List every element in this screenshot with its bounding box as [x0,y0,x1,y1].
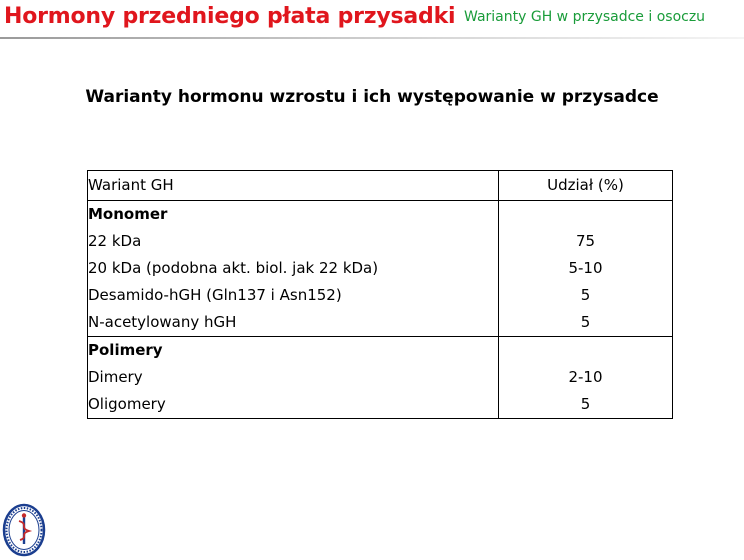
table-row [88,228,673,255]
share-value: 2-10 [499,364,673,391]
column-header-share: Udział (%) [499,171,673,201]
share-value: 5 [499,309,673,337]
table-row [88,255,673,282]
share-value: 5 [499,391,673,419]
share-value: 5 [499,282,673,309]
variant-label: 20 kDa (podobna akt. biol. jak 22 kDa) [88,255,499,282]
slide-title: Hormony przedniego płata przysadki [4,4,456,29]
table-row [88,282,673,309]
variant-label: N-acetylowany hGH [88,309,499,337]
slide-heading: Warianty hormonu wzrostu i ich występowanie w przysadce [85,87,659,107]
group-value [499,201,673,229]
group-row [88,201,673,229]
table-row [88,364,673,391]
group-label: Polimery [88,337,499,365]
group-label: Monomer [88,201,499,229]
share-value: 75 [499,228,673,255]
header-divider [0,37,744,39]
share-value: 5-10 [499,255,673,282]
variant-label: Oligomery [88,391,499,419]
group-value [499,337,673,365]
gh-variants-table [87,170,673,419]
column-header-variant: Wariant GH [88,171,499,201]
variant-label: Desamido-hGH (Gln137 i Asn152) [88,282,499,309]
table-row [88,309,673,337]
university-seal-logo [2,503,46,557]
variant-label: Dimery [88,364,499,391]
group-row [88,337,673,365]
table-header-row [88,171,673,201]
slide-header [0,0,744,40]
slide-subtitle: Warianty GH w przysadce i osoczu [464,9,706,25]
variant-label: 22 kDa [88,228,499,255]
table-row [88,391,673,419]
